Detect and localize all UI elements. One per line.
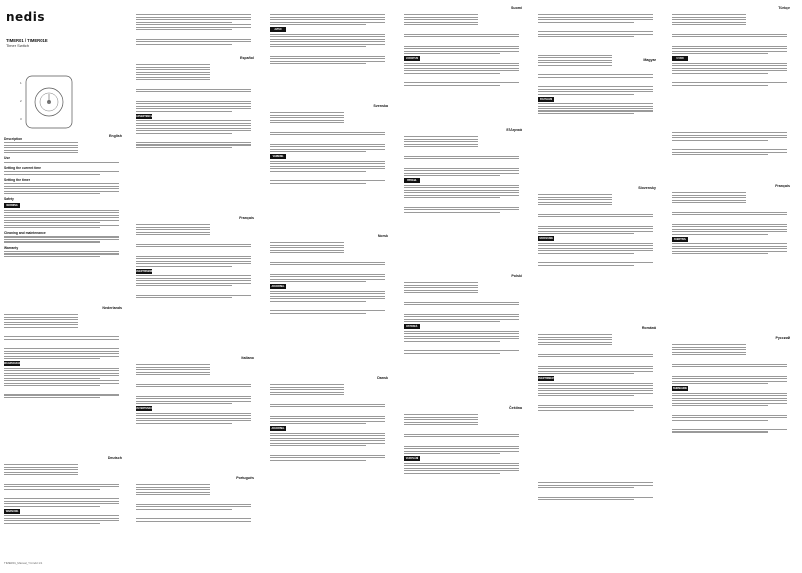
heading-setting-time: Setting the current time — [4, 165, 42, 170]
column-2 — [134, 6, 258, 554]
turkce-section: Türkçe UYARI — [672, 6, 792, 87]
column-5 — [536, 6, 660, 554]
portugues-section — [136, 476, 256, 523]
italiano-section: Italiano AVVERTENZA — [136, 356, 256, 425]
lang-heading-russian: Русский — [775, 336, 790, 340]
lang-heading-turkce: Türkçe — [778, 6, 790, 10]
product-subtitle: Timer Switch — [6, 43, 29, 48]
deutsch-section: Deutsch WARNUNG — [4, 456, 124, 525]
romana-section: Română AVERTISMENT — [538, 326, 658, 412]
greek-section: Ελληνικά ΠΡΟΕΙΔ. — [404, 128, 524, 214]
lang-heading-greek: Ελληνικά — [506, 128, 522, 132]
magyar-section: Magyar FIGYELEM — [538, 6, 658, 115]
nederlands-section: Nederlands WAARSCHUWING — [4, 306, 124, 399]
polski-section: Polski OSTRZEŻ. — [404, 274, 524, 355]
heading-warranty: Warranty — [4, 245, 19, 250]
suomi-section: Suomi VAROITUS — [404, 6, 524, 87]
column-4 — [402, 6, 526, 554]
column-1 — [2, 6, 126, 554]
lang-heading-deutsch: Deutsch — [107, 456, 122, 460]
timer-device-illustration — [18, 74, 80, 130]
lang-heading-slovensky: Slovensky — [638, 186, 656, 190]
dansk-section: Dansk ADVARSEL — [270, 376, 390, 462]
heading-setting-timer: Setting the timer — [4, 177, 31, 182]
lang-heading-polski: Polski — [511, 274, 522, 278]
lang-heading-svenska: Svenska — [373, 104, 388, 108]
espanol-section: Español ADVERTENCIA — [136, 56, 256, 149]
svg-text:3: 3 — [20, 117, 22, 121]
lang-heading-dansk: Dansk — [377, 376, 388, 380]
francais-section: Français AVERTISSEMENT — [136, 216, 256, 300]
lang-heading-magyar: Magyar — [643, 58, 656, 62]
print-footer: TIMER01_Manual_Y4.indd 1/1 — [4, 561, 43, 565]
svg-text:1: 1 — [20, 81, 22, 85]
heading-safety: Safety — [4, 197, 14, 202]
heading-cleaning: Cleaning and maintenance — [4, 231, 46, 236]
russian-section: Русский ВНИМАНИЕ — [672, 336, 792, 434]
lang-heading-english: English — [109, 134, 122, 138]
lang-heading-italiano: Italiano — [241, 356, 254, 360]
lang-heading-portugues: Português — [236, 476, 254, 480]
lang-heading-espanol: Español — [240, 56, 254, 60]
heading-description: Description — [4, 137, 23, 141]
lang-heading-francais: Français — [239, 216, 254, 220]
lang-heading-cestina: Čeština — [509, 406, 522, 410]
english-section — [4, 134, 124, 258]
norsk-section: Norsk ADVARSEL — [270, 234, 390, 315]
slovensky-section: Slovensky VAROVANIE — [538, 186, 658, 267]
lang-heading-suomi: Suomi — [511, 6, 522, 10]
lang-heading-nederlands: Nederlands — [102, 306, 122, 310]
model-title: TIMER01 / TIMER01E — [6, 38, 48, 43]
lang-heading-romana: Română — [641, 326, 656, 330]
svenska-section: Svenska VARNING — [270, 104, 390, 185]
column-3: AVISO Svenska VARNING Norsk ADVARSEL Dansk ADVARSEL — [268, 6, 392, 554]
svg-text:2: 2 — [20, 99, 22, 103]
heading-use: Use — [4, 156, 11, 161]
brand-logo: nedis — [6, 10, 46, 24]
column-6: Türkçe UYARI Français AVERTISS. Русский ВНИМАНИЕ — [670, 6, 794, 554]
warning-badge: WARNING — [4, 203, 20, 208]
cestina-section: Čeština VAROVÁNÍ — [404, 406, 524, 475]
lang-heading-norsk: Norsk — [377, 234, 388, 238]
